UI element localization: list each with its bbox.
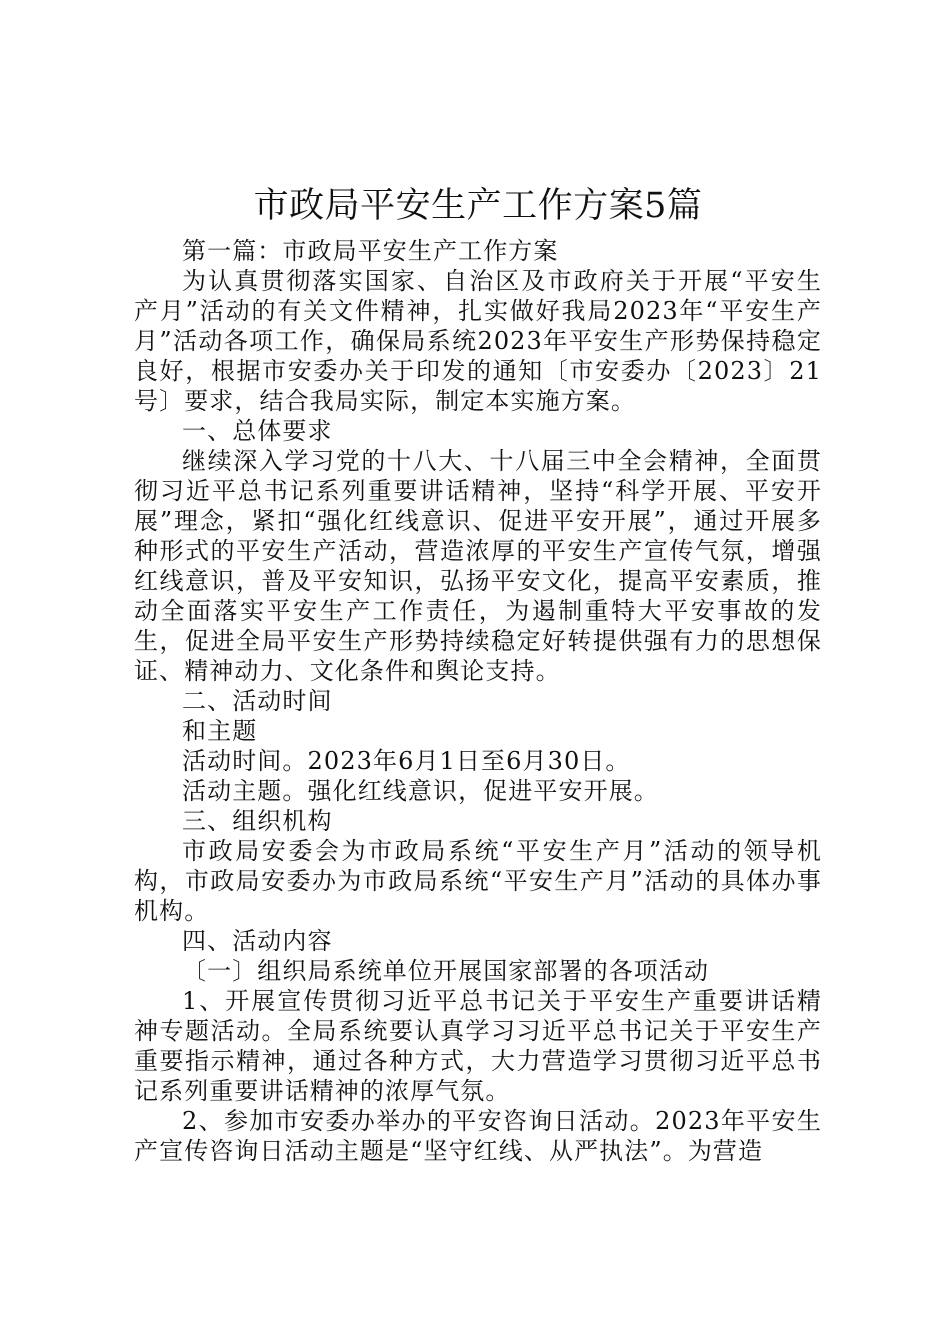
organization-paragraph: 市政局安委会为市政局系统“平安生产月”活动的领导机构，市政局安委办为市政局系统“平安生产月”活动的具体办事机构。 [134, 837, 822, 925]
subsection-heading-national-activities: 〔一〕组织局系统单位开展国家部署的各项活动 [182, 957, 710, 985]
section-heading-activity-content: 四、活动内容 [182, 927, 333, 955]
section-heading-theme: 和主题 [182, 717, 258, 745]
document-page [134, 178, 822, 1166]
section-heading-general-requirements: 一、总体要求 [182, 417, 333, 445]
item-1-paragraph: 1、开展宣传贯彻习近平总书记关于平安生产重要讲话精神专题活动。全局系统要认真学习习近平总书记关于平安生产重要指示精神，通过各种方式，大力营造学习贯彻习近平总书记系列重要讲话精神的浓厚气氛。 [134, 987, 822, 1105]
intro-paragraph: 为认真贯彻落实国家、自治区及市政府关于开展“平安生产月”活动的有关文件精神，扎实做好我局2023年“平安生产月”活动各项工作，确保局系统2023年平安生产形势保持稳定良好，根据市安委办关于印发的通知〔市安委办〔2023〕21号〕要求，结合我局实际，制定本实施方案。 [134, 267, 822, 415]
item-2-paragraph: 2、参加市安委办举办的平安咨询日活动。2023年平安生产宣传咨询日活动主题是“坚守红线、从严执法”。为营造 [134, 1107, 822, 1165]
general-requirements-paragraph: 继续深入学习党的十八大、十八届三中全会精神，全面贯彻习近平总书记系列重要讲话精神，坚持“科学开展、平安开展”理念，紧扣“强化红线意识、促进平安开展”，通过开展多种形式的平安生产活动，营造浓厚的平安生产宣传气氛，增强红线意识，普及平安知识，弘扬平安文化，提高平安素质，推动全面落实平安生产工作责任，为遏制重特大平安事故的发生，促进全局平安生产形势持续稳定好转提供强有力的思想保证、精神动力、文化条件和舆论支持。 [134, 447, 822, 685]
activity-theme-paragraph: 活动主题。强化红线意识，促进平安开展。 [182, 777, 659, 805]
section-heading-part-one: 第一篇：市政局平安生产工作方案 [182, 237, 559, 265]
activity-time-paragraph: 活动时间。2023年6月1日至6月30日。 [182, 747, 631, 775]
section-heading-organization: 三、组织机构 [182, 807, 333, 835]
document-title: 市政局平安生产工作方案5篇 [253, 186, 703, 226]
section-heading-activity-time: 二、活动时间 [182, 687, 333, 715]
